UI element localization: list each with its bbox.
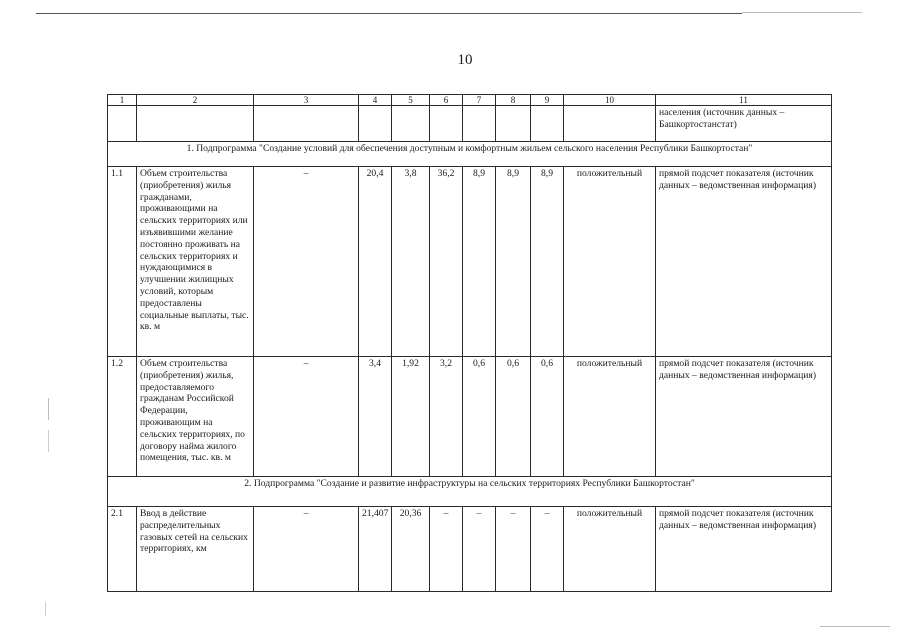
table-row [108,357,832,477]
scan-bottom-rule [820,626,890,627]
section-title: 1. Подпрограмма "Создание условий для обеспечения доступным и комфортным жильем сельского населения Республики Башкортостан" [108,142,832,167]
cell-value: – [463,507,496,592]
cell-value: 0,6 [531,357,564,477]
section-row [108,142,832,167]
cell-value: – [531,507,564,592]
column-number: 3 [254,95,359,106]
column-number: 1 [108,95,137,106]
indicators-table [107,94,832,592]
carry-over-source: населения (источник данных – Башкортостанстат) [656,106,832,142]
scan-top-rule [36,13,742,14]
cell-value: 3,8 [392,167,430,357]
method-source: прямой подсчет показателя (источник данных – ведомственная информация) [656,167,832,357]
column-number: 7 [463,95,496,106]
trend-value: положительный [564,507,656,592]
section-row [108,477,832,507]
cell-value: 8,9 [496,167,531,357]
indicator-name: Объем строительства (приобретения) жилья гражданами, проживающими на сельских территориях или изъявившими желание постоянно проживать на сельских территориях и нуждающимися в улучшении жилищных условий, которым предоставлены социальные выплаты, тыс. кв. м [137,167,254,357]
cell-value: 21,407 [359,507,392,592]
cell-value: 20,36 [392,507,430,592]
cell-value: 1,92 [392,357,430,477]
method-source: прямой подсчет показателя (источник данных – ведомственная информация) [656,507,832,592]
column-number: 4 [359,95,392,106]
scan-artifact [48,430,49,452]
row-number: 2.1 [108,507,137,592]
cell-value: 20,4 [359,167,392,357]
cell-value: – [254,507,359,592]
cell-value: – [430,507,463,592]
section-title: 2. Подпрограмма "Создание и развитие инфраструктуры на сельских территориях Республики Башкортостан" [108,477,832,507]
carry-over-row [108,106,832,142]
indicator-name: Ввод в действие распределительных газовых сетей на сельских территориях, км [137,507,254,592]
cell-value: 8,9 [531,167,564,357]
column-number: 10 [564,95,656,106]
row-number: 1.2 [108,357,137,477]
cell-value: 8,9 [463,167,496,357]
column-number: 11 [656,95,832,106]
cell-value: 3,2 [430,357,463,477]
cell-value: 0,6 [463,357,496,477]
method-source: прямой подсчет показателя (источник данных – ведомственная информация) [656,357,832,477]
trend-value: положительный [564,357,656,477]
cell-value: 36,2 [430,167,463,357]
cell-value: – [254,167,359,357]
scan-artifact [48,398,49,420]
page-number: 10 [457,52,473,68]
column-number: 9 [531,95,564,106]
column-number: 8 [496,95,531,106]
row-number: 1.1 [108,167,137,357]
scan-artifact [45,602,46,616]
column-number: 6 [430,95,463,106]
cell-value: – [254,357,359,477]
cell-value: – [496,507,531,592]
table-row [108,507,832,592]
cell-value: 3,4 [359,357,392,477]
table-row [108,167,832,357]
column-number: 2 [137,95,254,106]
trend-value: положительный [564,167,656,357]
cell-value: 0,6 [496,357,531,477]
column-number: 5 [392,95,430,106]
indicator-name: Объем строительства (приобретения) жилья, предоставляемого гражданам Российской Федерации, проживающим на сельских территориях, по договору найма жилого помещения, тыс. кв. м [137,357,254,477]
scan-top-rule-faint [742,12,862,13]
column-number-row [108,95,832,106]
